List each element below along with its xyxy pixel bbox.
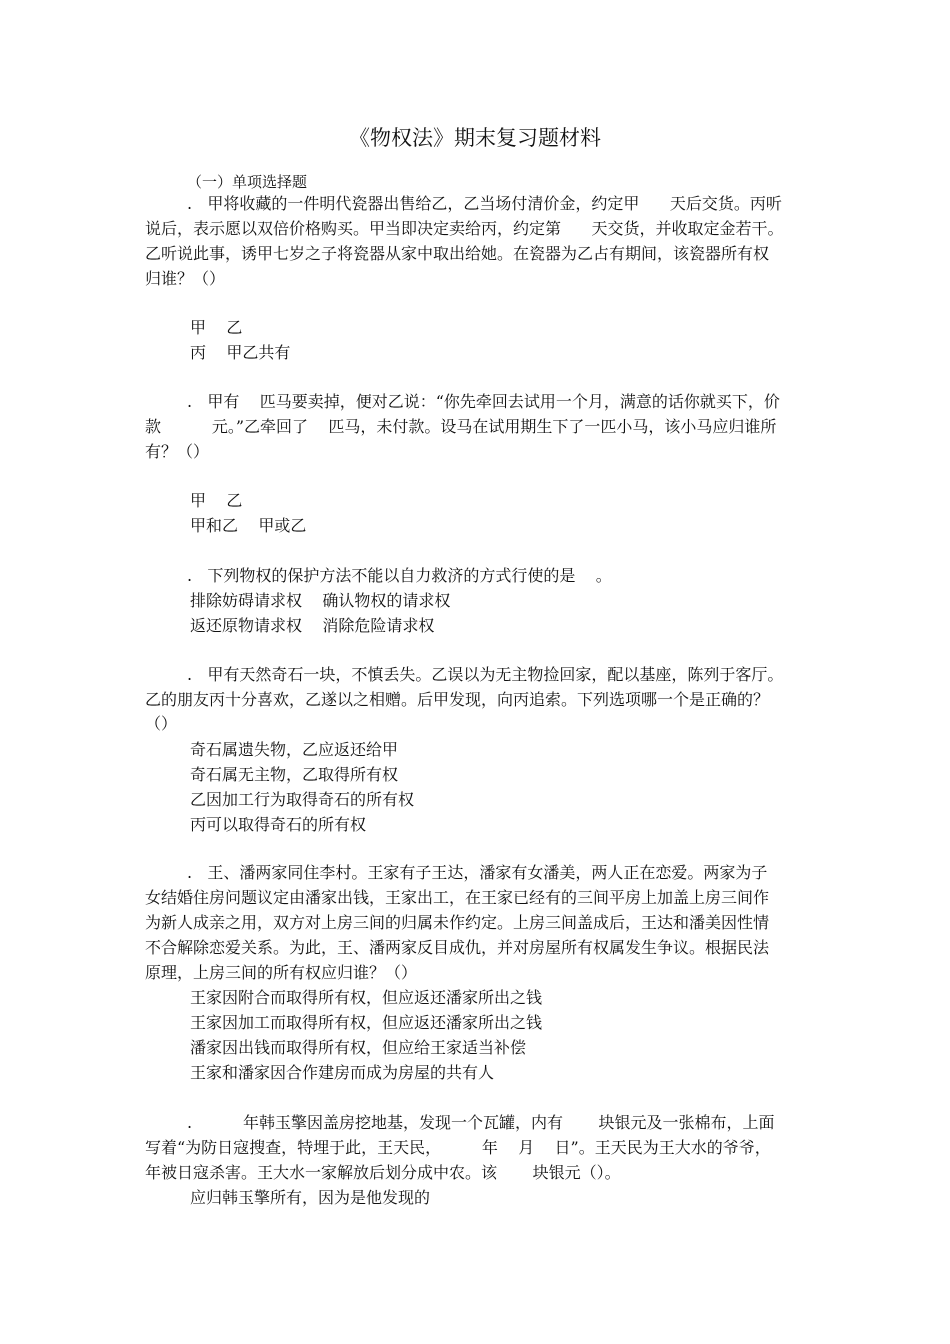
section-heading: （一）单项选择题 [187,173,308,191]
q4-stem-line: （） [145,714,178,733]
q1-stem-line: . 甲将收藏的一件明代瓷器出售给乙，乙当场付清价金，约定甲 天后交货。丙听 [187,194,782,213]
q5-option: 潘家因出钱而取得所有权，但应给王家适当补偿 [190,1038,527,1057]
q6-option: 应归韩玉擎所有，因为是他发现的 [190,1188,431,1207]
q3-stem-line: . 下列物权的保护方法不能以自力救济的方式行使的是 。 [187,566,612,585]
q2-stem-line: . 甲有 匹马要卖掉，便对乙说：“你先牵回去试用一个月，满意的话你就买下，价 [187,392,780,411]
q2-option: 甲 乙 [190,491,243,510]
q2-stem-line: 有？（） [145,442,210,461]
q5-stem-line: 女结婚住房问题议定由潘家出钱，王家出工，在王家已经有的三间平房上加盖上房三间作 [145,888,770,907]
q4-option: 奇石属遗失物，乙应返还给甲 [190,740,399,759]
q1-stem-line: 归谁？（） [145,269,226,288]
q4-option: 乙因加工行为取得奇石的所有权 [190,790,415,809]
q2-stem-line: 款 元。”乙牵回了 匹马，未付款。设马在试用期生下了一匹小马，该小马应归谁所 [145,417,777,436]
q5-stem-line: 不合解除恋爱关系。为此，王、潘两家反目成仇，并对房屋所有权属发生争议。根据民法 [145,938,770,957]
q5-option: 王家因加工而取得所有权，但应返还潘家所出之钱 [190,1013,543,1032]
q3-option: 返还原物请求权 消除危险请求权 [190,616,435,635]
q6-stem-line: 写着“为防日寇搜查，特埋于此，王天民， 年 月 日”。王天民为王大水的爷爷， [145,1138,771,1157]
q1-option: 丙 甲乙共有 [190,343,291,362]
q4-stem-line: 乙的朋友丙十分喜欢，乙遂以之相赠。后甲发现，向丙追索。下列选项哪一个是正确的？ [145,690,770,709]
q5-stem-line: . 王、潘两家同住李村。王家有子王达，潘家有女潘美，两人正在恋爱。两家为子 [187,863,768,882]
q5-option: 王家因附合而取得所有权，但应返还潘家所出之钱 [190,988,543,1007]
q3-option: 排除妨碍请求权 确认物权的请求权 [190,591,451,610]
q1-option: 甲 乙 [190,318,243,337]
q1-stem-line: 乙听说此事，诱甲七岁之子将瓷器从家中取出给她。在瓷器为乙占有期间，该瓷器所有权 [145,244,770,263]
q5-stem-line: 原理，上房三间的所有权应归谁？（） [145,963,418,982]
q4-option: 丙可以取得奇石的所有权 [190,815,367,834]
q4-option: 奇石属无主物，乙取得所有权 [190,765,399,784]
document-title: 《物权法》期末复习题材料 [349,126,601,150]
q5-stem-line: 为新人成亲之用，双方对上房三间的归属未作约定。上房三间盖成后，王达和潘美因性情 [145,913,770,932]
q2-option: 甲和乙 甲或乙 [190,516,307,535]
q5-option: 王家和潘家因合作建房而成为房屋的共有人 [190,1063,495,1082]
q6-stem-line: 年被日寇杀害。王大水一家解放后划分成中农。该 块银元（）。 [145,1163,621,1182]
q1-stem-line: 说后，表示愿以双倍价格购买。甲当即决定卖给丙，约定第 天交货，并收取定金若干。 [145,219,784,238]
q4-stem-line: . 甲有天然奇石一块，不慎丢失。乙误以为无主物捡回家，配以基座，陈列于客厅。 [187,665,784,684]
q6-stem-line: . 年韩玉擎因盖房挖地基，发现一个瓦罐，内有 块银元及一张棉布，上面 [187,1113,775,1132]
